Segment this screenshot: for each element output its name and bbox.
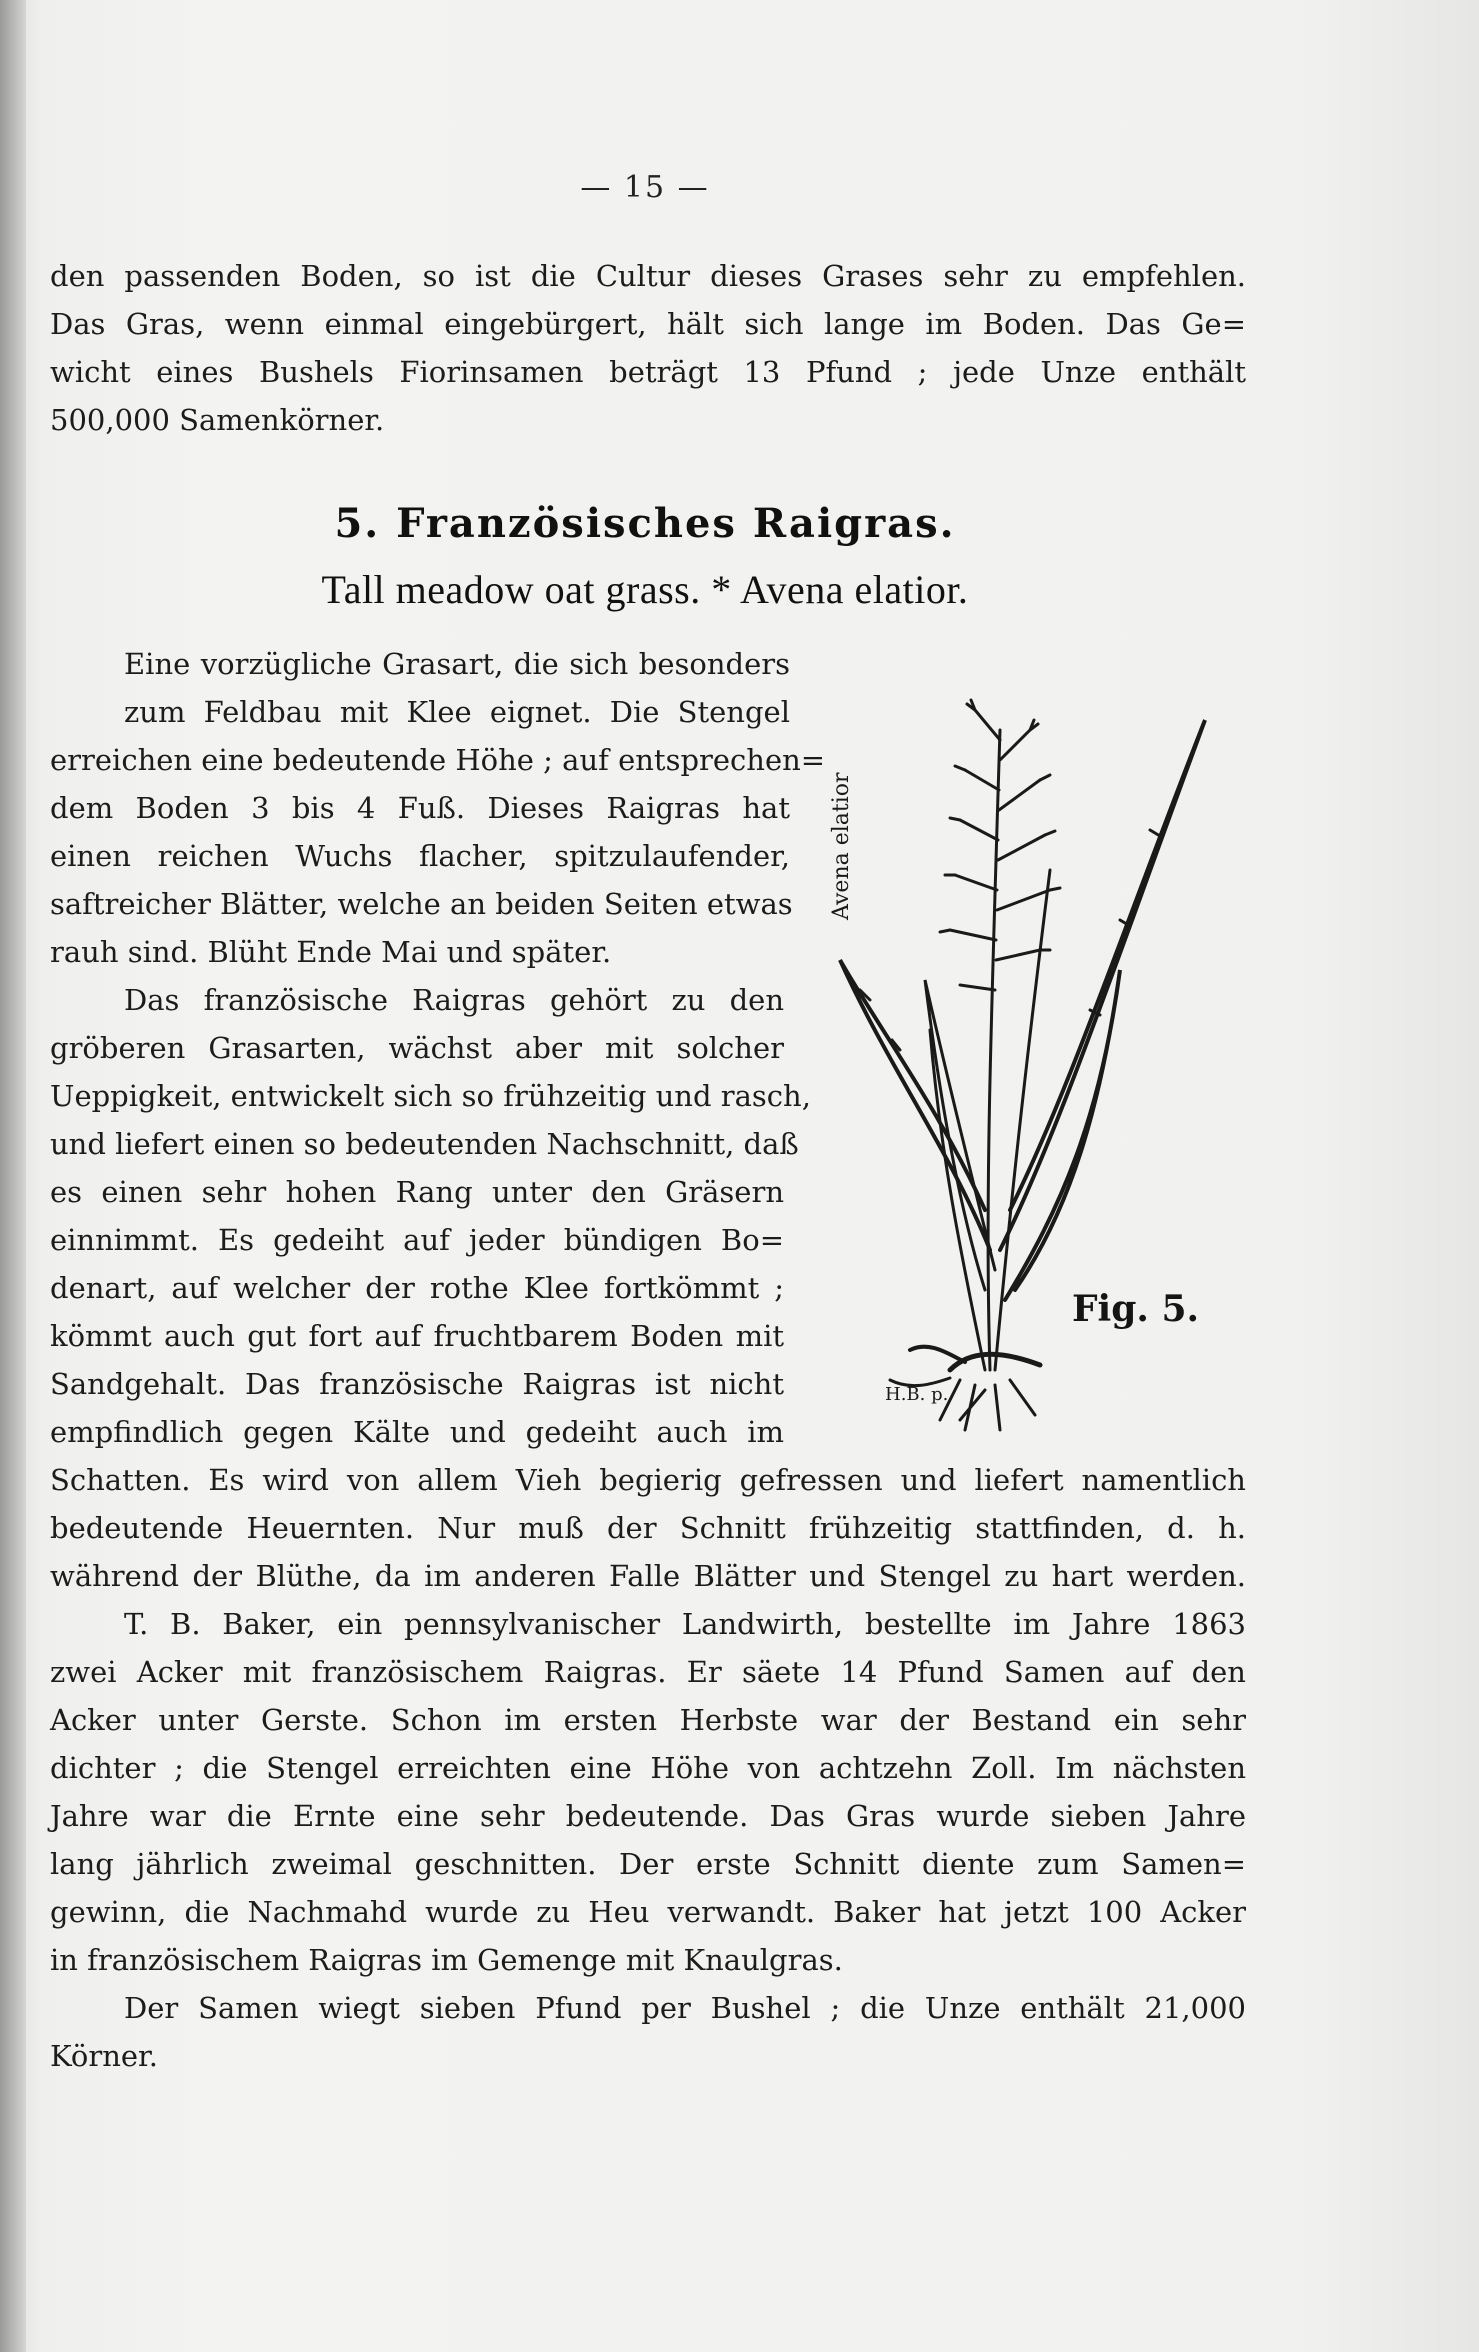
text-line: denart, auf welcher der rothe Klee fortkömmt ;	[50, 1271, 784, 1305]
text-line: einnimmt. Es gedeiht auf jeder bündigen Bo=	[50, 1223, 784, 1257]
text-line: wicht eines Bushels Fiorinsamen beträgt 13 Pfund ; jede Unze enthält	[50, 355, 1246, 389]
paragraph-2-wide	[50, 1456, 1246, 1600]
plant-illustration	[800, 650, 1220, 1450]
text-line: kömmt auch gut fort auf fruchtbarem Boden mit	[50, 1319, 784, 1353]
text-line: und liefert einen so bedeutenden Nachschnitt, daß	[50, 1127, 799, 1161]
text-line: zum Feldbau mit Klee eignet. Die Stengel	[124, 695, 790, 729]
text-line: empfindlich gegen Kälte und gedeiht auch im	[50, 1415, 784, 1449]
plant-label: Avena elatior	[829, 772, 854, 920]
text-line: bedeutende Heuernten. Nur muß der Schnitt frühzeitig stattfinden, d. h.	[50, 1511, 1246, 1545]
text-line: Sandgehalt. Das französische Raigras ist nicht	[50, 1367, 784, 1401]
text-line: dem Boden 3 bis 4 Fuß. Dieses Raigras hat	[50, 791, 790, 825]
text-line: in französischem Raigras im Gemenge mit Knaulgras.	[50, 1943, 843, 1977]
text-line: Das Gras, wenn einmal eingebürgert, hält sich lange im Boden. Das Ge=	[50, 307, 1246, 341]
text-line: erreichen eine bedeutende Höhe ; auf entsprechen=	[50, 743, 826, 777]
intro-paragraph	[50, 252, 1246, 444]
text-line: einen reichen Wuchs flacher, spitzulaufender,	[50, 839, 790, 873]
text-line: den passenden Boden, so ist die Cultur dieses Grases sehr zu empfehlen.	[50, 259, 1246, 293]
section-subtitle: Tall meadow oat grass. * Avena elatior.	[321, 567, 969, 612]
text-line: Das französische Raigras gehört zu den	[124, 983, 784, 1017]
text-line: Der Samen wiegt sieben Pfund per Bushel ; die Unze enthält 21,000	[124, 1991, 1246, 2025]
section-title: 5. Französisches Raigras.	[334, 500, 956, 547]
text-line: gröberen Grasarten, wächst aber mit solcher	[50, 1031, 784, 1065]
text-line: rauh sind. Blüht Ende Mai und später.	[50, 935, 612, 969]
text-line: saftreicher Blätter, welche an beiden Seiten etwas	[50, 887, 793, 921]
text-line: Acker unter Gerste. Schon im ersten Herbste war der Bestand ein sehr	[50, 1703, 1246, 1737]
text-line: während der Blüthe, da im anderen Falle Blätter und Stengel zu hart werden.	[50, 1559, 1246, 1593]
text-line: 500,000 Samenkörner.	[50, 403, 385, 437]
text-line: Schatten. Es wird von allem Vieh begierig gefressen und liefert namentlich	[50, 1463, 1246, 1497]
figure-caption: Fig. 5.	[1072, 1288, 1200, 1330]
text-line: T. B. Baker, ein pennsylvanischer Landwirth, bestellte im Jahre 1863	[124, 1607, 1246, 1641]
paragraph-2-narrow	[50, 976, 811, 1456]
grass-drawing	[800, 650, 1220, 1450]
text-line: lang jährlich zweimal geschnitten. Der erste Schnitt diente zum Samen=	[50, 1847, 1246, 1881]
paragraph-1	[50, 640, 826, 976]
artist-mark: H.B. p.	[885, 1384, 949, 1405]
text-line: es einen sehr hohen Rang unter den Gräsern	[50, 1175, 784, 1209]
paragraph-3	[50, 1600, 1246, 1984]
text-line: gewinn, die Nachmahd wurde zu Heu verwandt. Baker hat jetzt 100 Acker	[50, 1895, 1246, 1929]
text-line: Eine vorzügliche Grasart, die sich besonders	[124, 647, 790, 681]
text-line: Jahre war die Ernte eine sehr bedeutende. Das Gras wurde sieben Jahre	[50, 1799, 1246, 1833]
paragraph-4	[50, 1984, 1246, 2080]
text-line: Körner.	[50, 2039, 158, 2073]
text-line: Ueppigkeit, entwickelt sich so frühzeitig und rasch,	[50, 1079, 811, 1113]
text-line: dichter ; die Stengel erreichten eine Höhe von achtzehn Zoll. Im nächsten	[50, 1751, 1246, 1785]
page-number: — 15 —	[580, 170, 710, 205]
page-edge-shadow	[0, 0, 26, 2352]
text-line: zwei Acker mit französischem Raigras. Er säete 14 Pfund Samen auf den	[50, 1655, 1246, 1689]
